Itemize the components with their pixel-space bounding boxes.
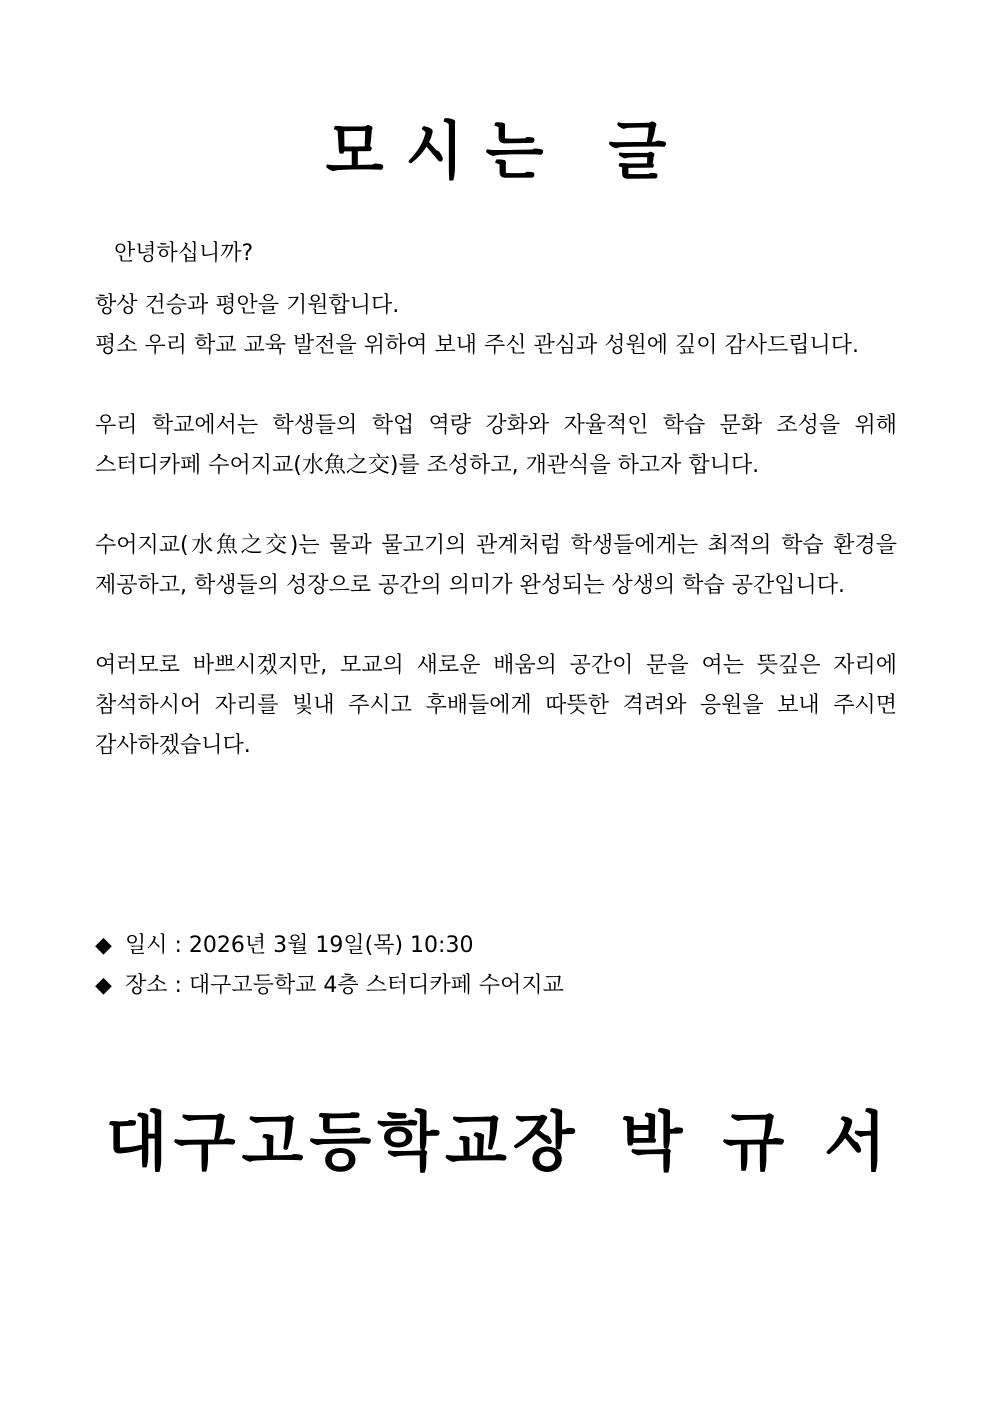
diamond-bullet-icon: ◆ [95, 933, 112, 958]
diamond-bullet-icon: ◆ [95, 973, 112, 998]
event-details [95, 926, 564, 1006]
signature-name-char: 서 [824, 1105, 887, 1180]
paragraph-line: 항상 건승과 평안을 기원합니다. [95, 293, 400, 318]
paragraph-wishes [95, 286, 897, 366]
paragraph-line: 수어지교(水魚之交)는 물과 물고기의 관계처럼 학생들에게는 최적의 학습 환경을 제공하고, 학생들의 성장으로 공간의 의미가 완성되는 상생의 학습 공간입니다. [95, 533, 897, 598]
signature-name-char: 규 [722, 1105, 785, 1180]
signature-name [581, 1105, 886, 1180]
signature [0, 1098, 992, 1188]
paragraph-announcement [95, 406, 897, 486]
paragraph-line: 평소 우리 학교 교육 발전을 위하여 보내 주신 관심과 성원에 깊이 감사드립니다. [95, 333, 859, 358]
signature-organization: 대구고등학교장 [105, 1105, 581, 1180]
event-location-text: 장소 : 대구고등학교 4층 스터디카페 수어지교 [125, 973, 564, 998]
greeting-text: 안녕하십니까? [114, 241, 254, 266]
event-date-row [95, 926, 564, 966]
event-date-text: 일시 : 2026년 3월 19일(목) 10:30 [125, 933, 474, 958]
paragraph-invitation [95, 646, 897, 766]
signature-name-char: 박 [620, 1105, 683, 1180]
document-title: 모시는 글 [325, 115, 689, 189]
body-text [95, 286, 897, 806]
paragraph-line: 여러모로 바쁘시겠지만, 모교의 새로운 배움의 공간이 문을 여는 뜻깊은 자리에 참석하시어 자리를 빛내 주시고 후배들에게 따뜻한 격려와 응원을 보내 주시면 감사하겠습니다. [95, 653, 897, 758]
event-location-row [95, 966, 564, 1006]
paragraph-line: 우리 학교에서는 학생들의 학업 역량 강화와 자율적인 학습 문화 조성을 위해 스터디카페 수어지교(水魚之交)를 조성하고, 개관식을 하고자 합니다. [95, 413, 897, 478]
paragraph-space-description [95, 526, 897, 606]
